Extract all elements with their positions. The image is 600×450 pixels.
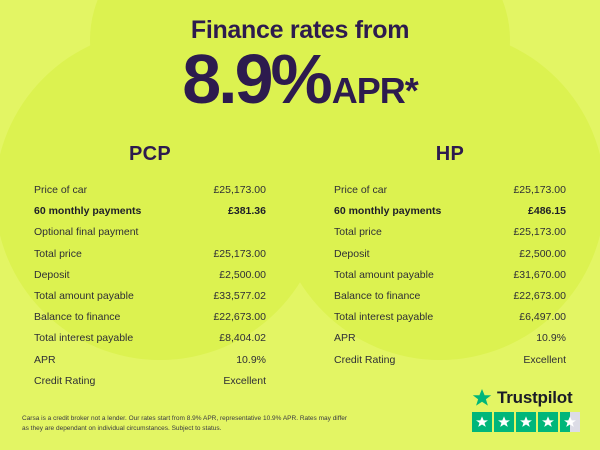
row-label: Balance to finance <box>34 311 121 324</box>
row-value: £22,673.00 <box>513 290 566 303</box>
table-row <box>34 349 266 370</box>
table-row <box>34 285 266 306</box>
row-label: Deposit <box>334 247 370 260</box>
trustpilot-badge[interactable] <box>472 388 580 432</box>
row-value: £33,577.02 <box>213 290 266 303</box>
table-row <box>34 307 266 328</box>
table-row <box>334 222 566 243</box>
row-value: £8,404.02 <box>219 332 266 345</box>
row-label: Credit Rating <box>34 374 96 387</box>
row-value: 10.9% <box>536 332 566 345</box>
finance-columns <box>0 143 600 392</box>
finance-column-hp <box>300 143 600 392</box>
rate-suffix: APR* <box>331 70 418 111</box>
column-title-hp: HP <box>435 142 465 165</box>
row-value: £31,670.00 <box>513 268 566 281</box>
row-label: Total price <box>334 226 382 239</box>
row-value: £486.15 <box>528 205 566 218</box>
row-label: Total amount payable <box>34 290 134 303</box>
table-row <box>34 370 266 391</box>
row-value: £2,500.00 <box>219 268 266 281</box>
star-icon <box>538 412 558 432</box>
table-row <box>34 243 266 264</box>
row-label: Optional final payment <box>34 226 139 239</box>
row-label: Price of car <box>334 184 388 197</box>
row-label: Price of car <box>34 184 88 197</box>
star-icon <box>516 412 536 432</box>
table-row <box>334 180 566 201</box>
row-value: £25,173.00 <box>213 184 266 197</box>
row-label: APR <box>34 353 56 366</box>
row-label: Total interest payable <box>34 332 134 345</box>
trustpilot-star-icon <box>472 388 492 408</box>
disclaimer-text: Carsa is a credit broker not a lender. Our rates start from 8.9% APR, representative 10.9% APR. Rates may differ as they are dependant on individual circumstances. Subject to status. <box>22 414 348 432</box>
row-value: £25,173.00 <box>513 184 566 197</box>
table-row <box>34 328 266 349</box>
row-value: £6,497.00 <box>519 311 566 324</box>
trustpilot-rating <box>472 412 580 432</box>
table-row <box>34 264 266 285</box>
table-row <box>334 285 566 306</box>
row-label: Total amount payable <box>334 268 434 281</box>
table-row <box>34 222 266 243</box>
table-row <box>334 349 566 370</box>
row-label: APR <box>334 332 356 345</box>
trustpilot-logo <box>472 388 580 408</box>
row-value: £381.36 <box>228 205 266 218</box>
row-label: Total interest payable <box>334 311 434 324</box>
table-row <box>334 243 566 264</box>
trustpilot-wordmark: Trustpilot <box>497 388 573 407</box>
row-value: Excellent <box>223 374 266 387</box>
headline-rate <box>0 40 600 118</box>
row-label: Balance to finance <box>334 290 421 303</box>
table-row <box>334 264 566 285</box>
row-value: £25,173.00 <box>513 226 566 239</box>
row-label: Total price <box>34 247 82 260</box>
star-half-icon <box>560 412 580 432</box>
row-value: £22,673.00 <box>213 311 266 324</box>
row-value: £25,173.00 <box>213 247 266 260</box>
table-row <box>334 328 566 349</box>
finance-column-pcp <box>0 143 300 392</box>
star-icon <box>494 412 514 432</box>
page-title: Finance rates from <box>190 16 410 44</box>
row-value: £2,500.00 <box>519 247 566 260</box>
row-label: Deposit <box>34 268 70 281</box>
row-label: 60 monthly payments <box>334 205 442 218</box>
rate-value: 8.9% <box>182 40 330 118</box>
row-value: 10.9% <box>236 353 266 366</box>
table-row <box>34 201 266 222</box>
row-label: 60 monthly payments <box>34 205 142 218</box>
table-row <box>334 307 566 328</box>
table-row <box>334 201 566 222</box>
column-title-pcp: PCP <box>128 142 172 165</box>
table-row <box>34 180 266 201</box>
star-icon <box>472 412 492 432</box>
row-value: Excellent <box>523 353 566 366</box>
row-label: Credit Rating <box>334 353 396 366</box>
